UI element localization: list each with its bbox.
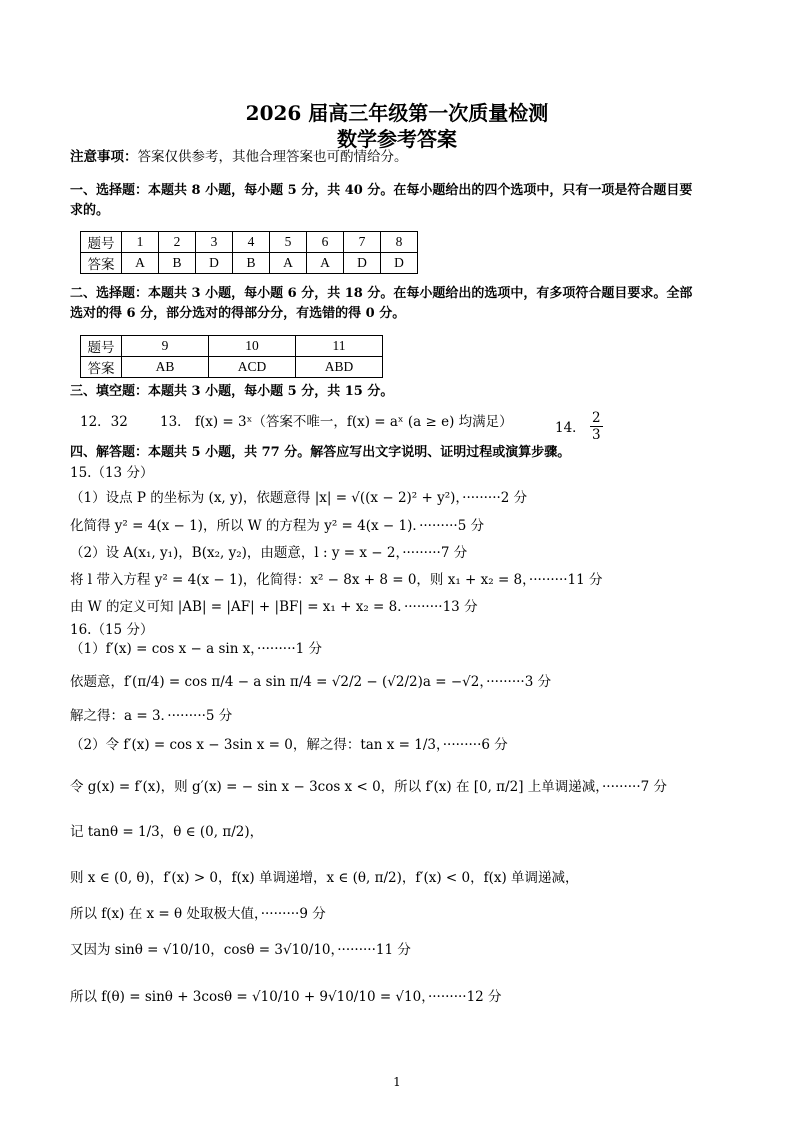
table-header-question: 题号 (81, 336, 122, 357)
answer-q13: 13． f(x) = 3ˣ（答案不唯一，f(x) = aˣ (a ≥ e) 均满足） (160, 414, 513, 430)
table-header-question: 题号 (81, 232, 122, 253)
section4-heading: 四、解答题：本题共 5 小题，共 77 分。解答应写出文字说明、证明过程或演算步骤。 (70, 445, 571, 460)
fraction-numerator: 2 (591, 410, 601, 426)
table-row (81, 232, 418, 253)
fraction-denominator: 3 (591, 427, 601, 443)
table-cell: 2 (159, 232, 196, 253)
solution-line: 所以 f(θ) = sinθ + 3cosθ = √10/10 + 9√10/10 = √10，·········12 分 (70, 989, 502, 1005)
table-cell: D (344, 253, 381, 274)
solution-line: 16.（15 分） (70, 622, 154, 638)
solution-line: 则 x ∈ (0, θ)，f′(x) > 0，f(x) 单调递增，x ∈ (θ, π/2)，f′(x) < 0，f(x) 单调递减， (70, 870, 579, 886)
table-cell: 11 (296, 336, 383, 357)
table-cell: A (270, 253, 307, 274)
notice (70, 147, 408, 167)
solution-line: （2）令 f′(x) = cos x − 3sin x = 0，解之得：tan x = 1/3，·········6 分 (70, 737, 508, 753)
table-cell: D (381, 253, 418, 274)
solution-line: 将 l 带入方程 y² = 4(x − 1)，化简得：x² − 8x + 8 = 0，则 x₁ + x₂ = 8，·········11 分 (70, 572, 603, 588)
answer-q14 (555, 412, 603, 445)
table-cell: D (196, 253, 233, 274)
choice-answer-table (80, 231, 418, 274)
table-row (81, 336, 383, 357)
notice-label: 注意事项： (70, 149, 138, 165)
table-cell: 10 (209, 336, 296, 357)
table-cell: B (233, 253, 270, 274)
solution-line: （1）f′(x) = cos x − a sin x，·········1 分 (70, 641, 323, 657)
solution-line: 又因为 sinθ = √10/10，cosθ = 3√10/10，·········11 分 (70, 942, 411, 958)
table-cell: 8 (381, 232, 418, 253)
table-cell: AB (122, 357, 209, 378)
title-line-1: 2026 届高三年级第一次质量检测 (245, 101, 549, 125)
section1-heading-2: 求的。 (70, 203, 110, 218)
table-cell: 5 (270, 232, 307, 253)
table-row (81, 253, 418, 274)
section3-heading: 三、填空题：本题共 3 小题，每小题 5 分，共 15 分。 (70, 384, 394, 399)
solution-line: 化简得 y² = 4(x − 1)，所以 W 的方程为 y² = 4(x − 1)．·········5 分 (70, 518, 485, 534)
solution-line: （1）设点 P 的坐标为 (x, y)，依题意得 |x| = √((x − 2)² + y²)，·········2 分 (70, 490, 528, 506)
section1-heading-1: 一、选择题：本题共 8 小题，每小题 5 分，共 40 分。在每小题给出的四个选项中，只有一项是符合题目要 (70, 183, 693, 198)
table-cell: A (122, 253, 159, 274)
multi-answer-table (80, 335, 383, 378)
table-cell: ABD (296, 357, 383, 378)
solution-line: 由 W 的定义可知 |AB| = |AF| + |BF| = x₁ + x₂ = 8．·········13 分 (70, 599, 478, 615)
table-cell: 1 (122, 232, 159, 253)
fraction (590, 410, 603, 443)
table-cell: A (307, 253, 344, 274)
table-cell: 4 (233, 232, 270, 253)
section2-heading-2: 选对的得 6 分，部分选对的得部分分，有选错的得 0 分。 (70, 306, 406, 321)
table-header-answer: 答案 (81, 357, 122, 378)
table-row (81, 357, 383, 378)
solution-line: 15.（13 分） (70, 465, 154, 481)
table-cell: 3 (196, 232, 233, 253)
notice-text: 答案仅供参考，其他合理答案也可酌情给分。 (137, 149, 408, 165)
solution-line: 记 tanθ = 1/3，θ ∈ (0, π/2)， (70, 824, 264, 840)
section2-heading-1: 二、选择题：本题共 3 小题，每小题 6 分，共 18 分。在每小题给出的选项中，有多项符合题目要求。全部 (70, 286, 693, 301)
solution-line: 所以 f(x) 在 x = θ 处取极大值，·········9 分 (70, 906, 326, 922)
page-number: 1 (393, 1075, 401, 1089)
title-line-2: 数学参考答案 (337, 127, 457, 151)
table-cell: 9 (122, 336, 209, 357)
solution-line: 令 g(x) = f′(x)，则 g′(x) = − sin x − 3cos x < 0，所以 f′(x) 在 [0, π/2] 上单调递减，·········7 分 (70, 779, 667, 795)
solution-line: 依题意，f′(π/4) = cos π/4 − a sin π/4 = √2/2 − (√2/2)a = −√2，·········3 分 (70, 674, 552, 690)
table-cell: B (159, 253, 196, 274)
table-cell: ACD (209, 357, 296, 378)
answer-q12: 12．32 (80, 414, 128, 430)
table-cell: 7 (344, 232, 381, 253)
solution-line: 解之得：a = 3．·········5 分 (70, 708, 233, 724)
table-cell: 6 (307, 232, 344, 253)
solution-line: （2）设 A(x₁, y₁)，B(x₂, y₂)，由题意，l : y = x − 2，·········7 分 (70, 545, 468, 561)
answer-q14-label: 14． (555, 420, 586, 436)
table-header-answer: 答案 (81, 253, 122, 274)
